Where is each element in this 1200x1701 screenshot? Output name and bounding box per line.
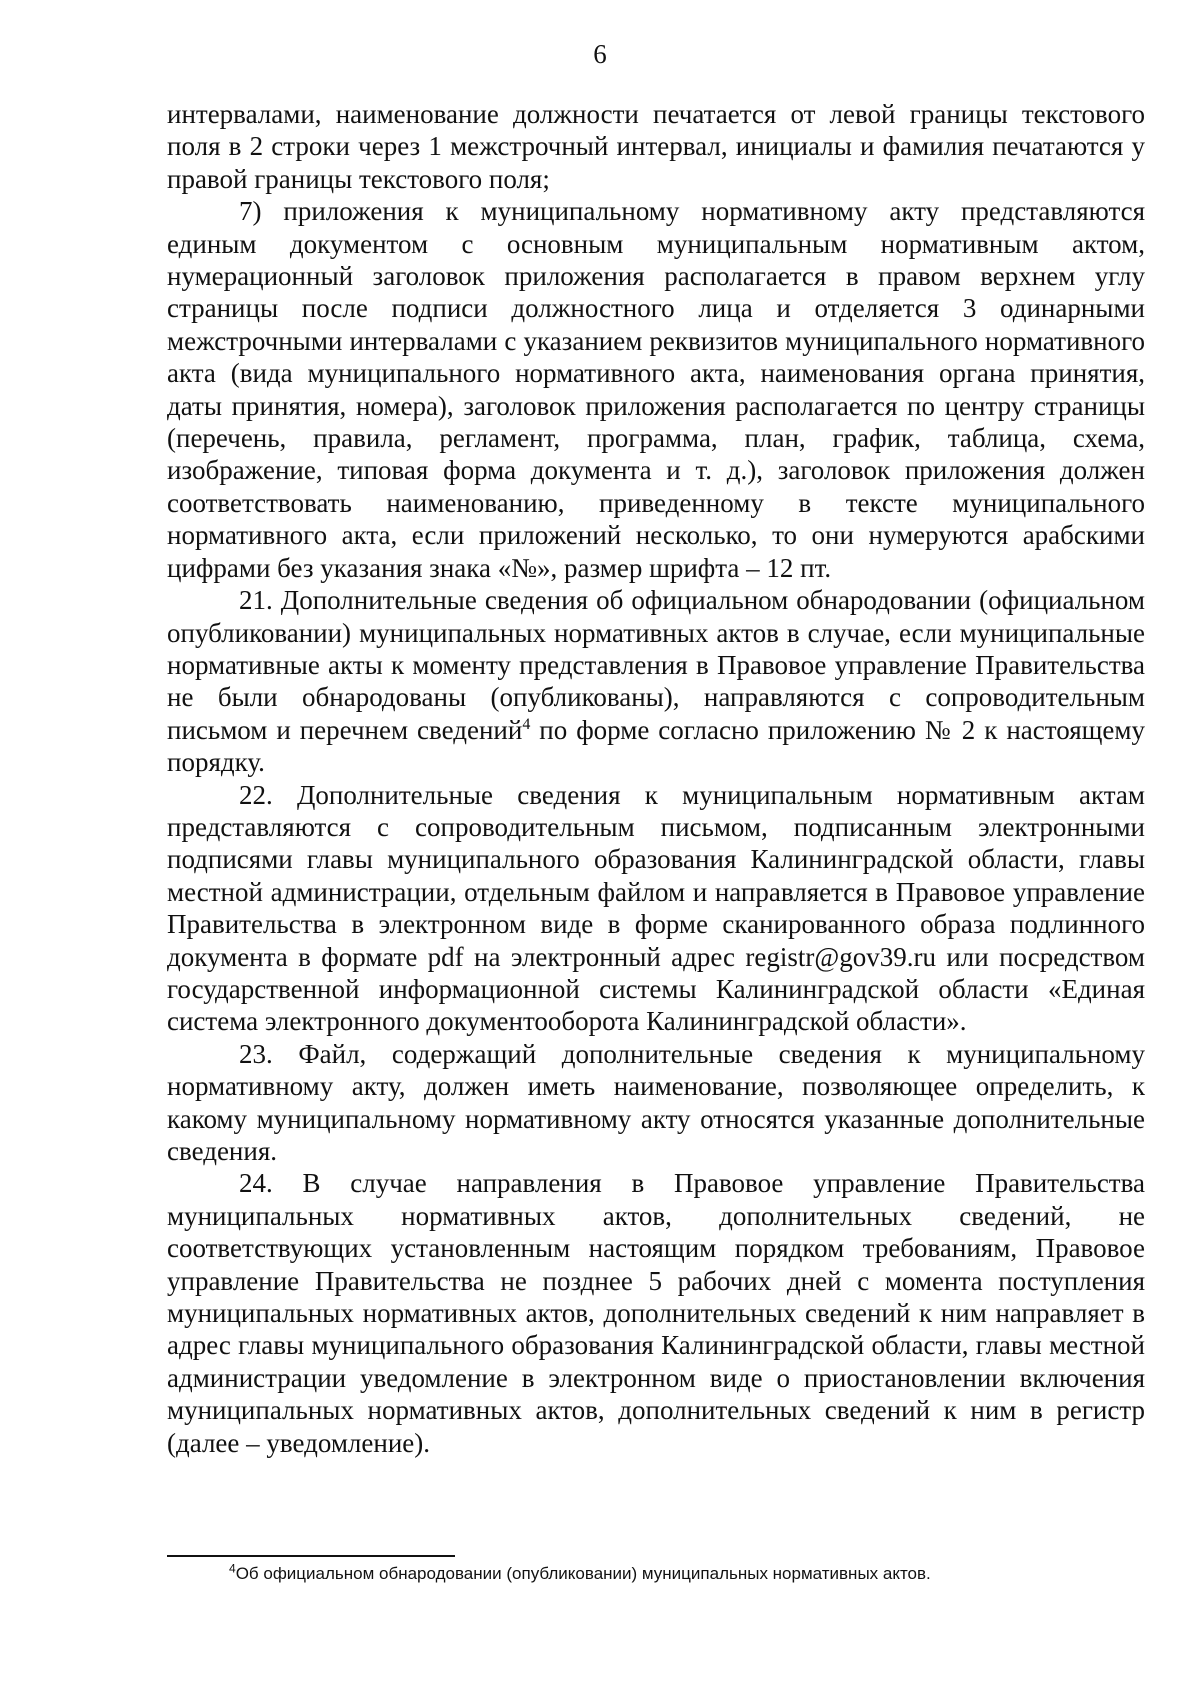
- paragraph-21: [167, 584, 1145, 778]
- paragraph-21-text-end: по форме согласно приложению № 2 к настоящему порядку.: [167, 714, 1145, 778]
- paragraph-21-text: 21. Дополнительные сведения об официальном обнародовании (официальном опубликовании) муниципальных нормативных актов в случае, если муниципальные нормативные акты к моменту представления в Правовое управление Правительства не были обнародованы (опубликованы), направляются с сопроводительным письмом и перечнем сведений: [167, 585, 1145, 745]
- paragraph-continuation: интервалами, наименование должности печатается от левой границы текстового поля в 2 строки через 1 межстрочный интервал, инициалы и фамилия печатаются у правой границы текстового поля;: [167, 99, 1145, 194]
- page-number: 6: [593, 39, 607, 69]
- footnote-marker: 4: [229, 1561, 236, 1576]
- paragraph-item-7: 7) приложения к муниципальному нормативному акту представляются единым документом с основным муниципальным нормативным актом, нумерационный заголовок приложения располагается в правом верхнем углу страницы после подписи должностного лица и отделяется 3 одинарными межстрочными интервалами с указанием реквизитов муниципального нормативного акта (вида муниципального нормативного акта, наименования органа принятия, даты принятия, номера), заголовок приложения располагается по центру страницы (перечень, правила, регламент, программа, план, график, таблица, схема, изображение, типовая форма документа и т. д.), заголовок приложения должен соответствовать наименованию, приведенному в тексте муниципального нормативного акта, если приложений несколько, то они нумеруются арабскими цифрами без указания знака «№», размер шрифта – 12 пт.: [167, 196, 1145, 583]
- document-body: [167, 98, 1145, 1459]
- footnote-text: Об официальном обнародовании (опубликовании) муниципальных нормативных актов.: [235, 1564, 931, 1583]
- paragraph-22: 22. Дополнительные сведения к муниципальным нормативным актам представляются с сопроводительным письмом, подписанным электронными подписями главы муниципального образования Калининградской области, главы местной администрации, отдельным файлом и направляется в Правовое управление Правительства в электронном виде в форме сканированного образа подлинного документа в формате pdf на электронный адрес registr@gov39.ru или посредством государственной информационной системы Калининградской области «Единая система электронного документооборота Калининградской области».: [167, 779, 1145, 1037]
- paragraph-24: 24. В случае направления в Правовое управление Правительства муниципальных нормативных актов, дополнительных сведений, не соответствующих установленным настоящим порядком требованиям, Правовое управление Правительства не позднее 5 рабочих дней с момента поступления муниципальных нормативных актов, дополнительных сведений к ним направляет в адрес главы муниципального образования Калининградской области, главы местной администрации уведомление в электронном виде о приостановлении включения муниципальных нормативных актов, дополнительных сведений к ним в регистр (далее – уведомление).: [167, 1168, 1145, 1458]
- footnote: [229, 1563, 1129, 1585]
- footnote-reference: 4: [522, 715, 531, 733]
- footnote-separator: [167, 1555, 455, 1557]
- paragraph-23: 23. Файл, содержащий дополнительные сведения к муниципальному нормативному акту, должен иметь наименование, позволяющее определить, к какому муниципальному нормативному акту относятся указанные дополнительные сведения.: [167, 1038, 1145, 1166]
